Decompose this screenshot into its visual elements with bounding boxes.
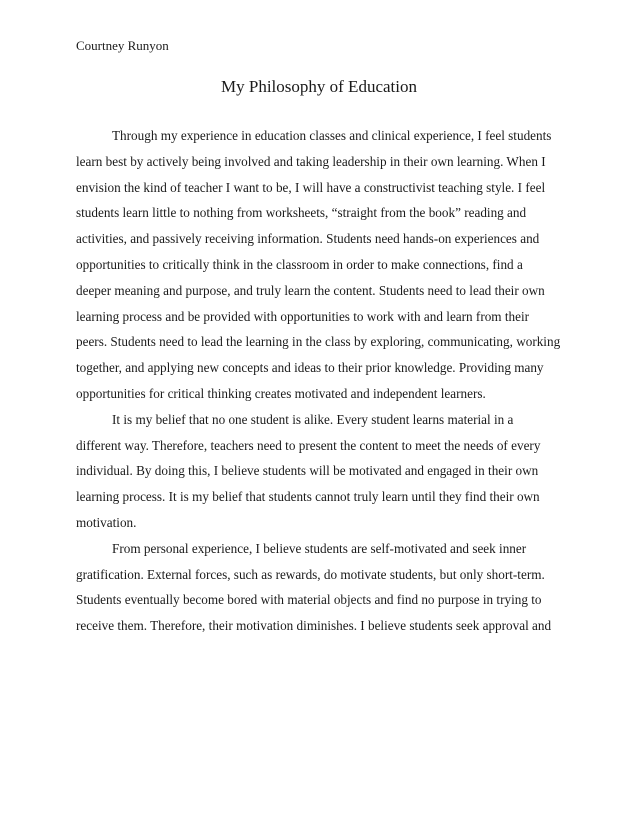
body-text-line: deeper meaning and purpose, and truly learn the content. Students need to lead their own [76,282,545,298]
paragraph-first-line: From personal experience, I believe students are self-motivated and seek inner [112,540,527,556]
body-text-line: opportunities for critical thinking creates motivated and independent learners. [76,385,486,401]
body-text-line: activities, and passively receiving information. Students need hands-on experiences and [76,231,540,247]
body-text-line: motivation. [76,514,137,530]
body-text-line: learning process. It is my belief that students cannot truly learn until they find their own [76,489,540,505]
body-text-line: peers. Students need to lead the learning in the class by exploring, communicating, working [76,334,561,350]
body-text-line: Students eventually become bored with material objects and find no purpose in trying to [76,592,542,608]
body-text-line: envision the kind of teacher I want to be, I will have a constructivist teaching style. I feel [76,179,546,195]
body-text-line: individual. By doing this, I believe students will be motivated and engaged in their own [76,463,539,479]
body-text-line: students learn little to nothing from worksheets, “straight from the book” reading and [76,205,527,221]
body-text-line: receive them. Therefore, their motivation diminishes. I believe students seek approval and [76,618,552,634]
body-text-line: learn best by actively being involved and taking leadership in their own learning. When I [76,153,546,169]
paragraph-first-line: Through my experience in education classes and clinical experience, I feel students [112,128,552,143]
document-title: My Philosophy of Education [221,77,417,96]
body-text-line: opportunities to critically think in the classroom in order to make connections, find a [76,256,523,272]
author-name: Courtney Runyon [76,38,169,53]
body-text-line: together, and applying new concepts and ideas to their prior knowledge. Providing many [76,360,544,376]
paragraph-first-line: It is my belief that no one student is alike. Every student learns material in a [112,411,514,427]
body-text-line: learning process and be provided with opportunities to work with and learn from their [76,308,530,324]
body-text-line: gratification. External forces, such as rewards, do motivate students, but only short-term. [76,566,545,582]
document-body [76,125,566,641]
body-text-line: different way. Therefore, teachers need to present the content to meet the needs of every [76,437,541,453]
